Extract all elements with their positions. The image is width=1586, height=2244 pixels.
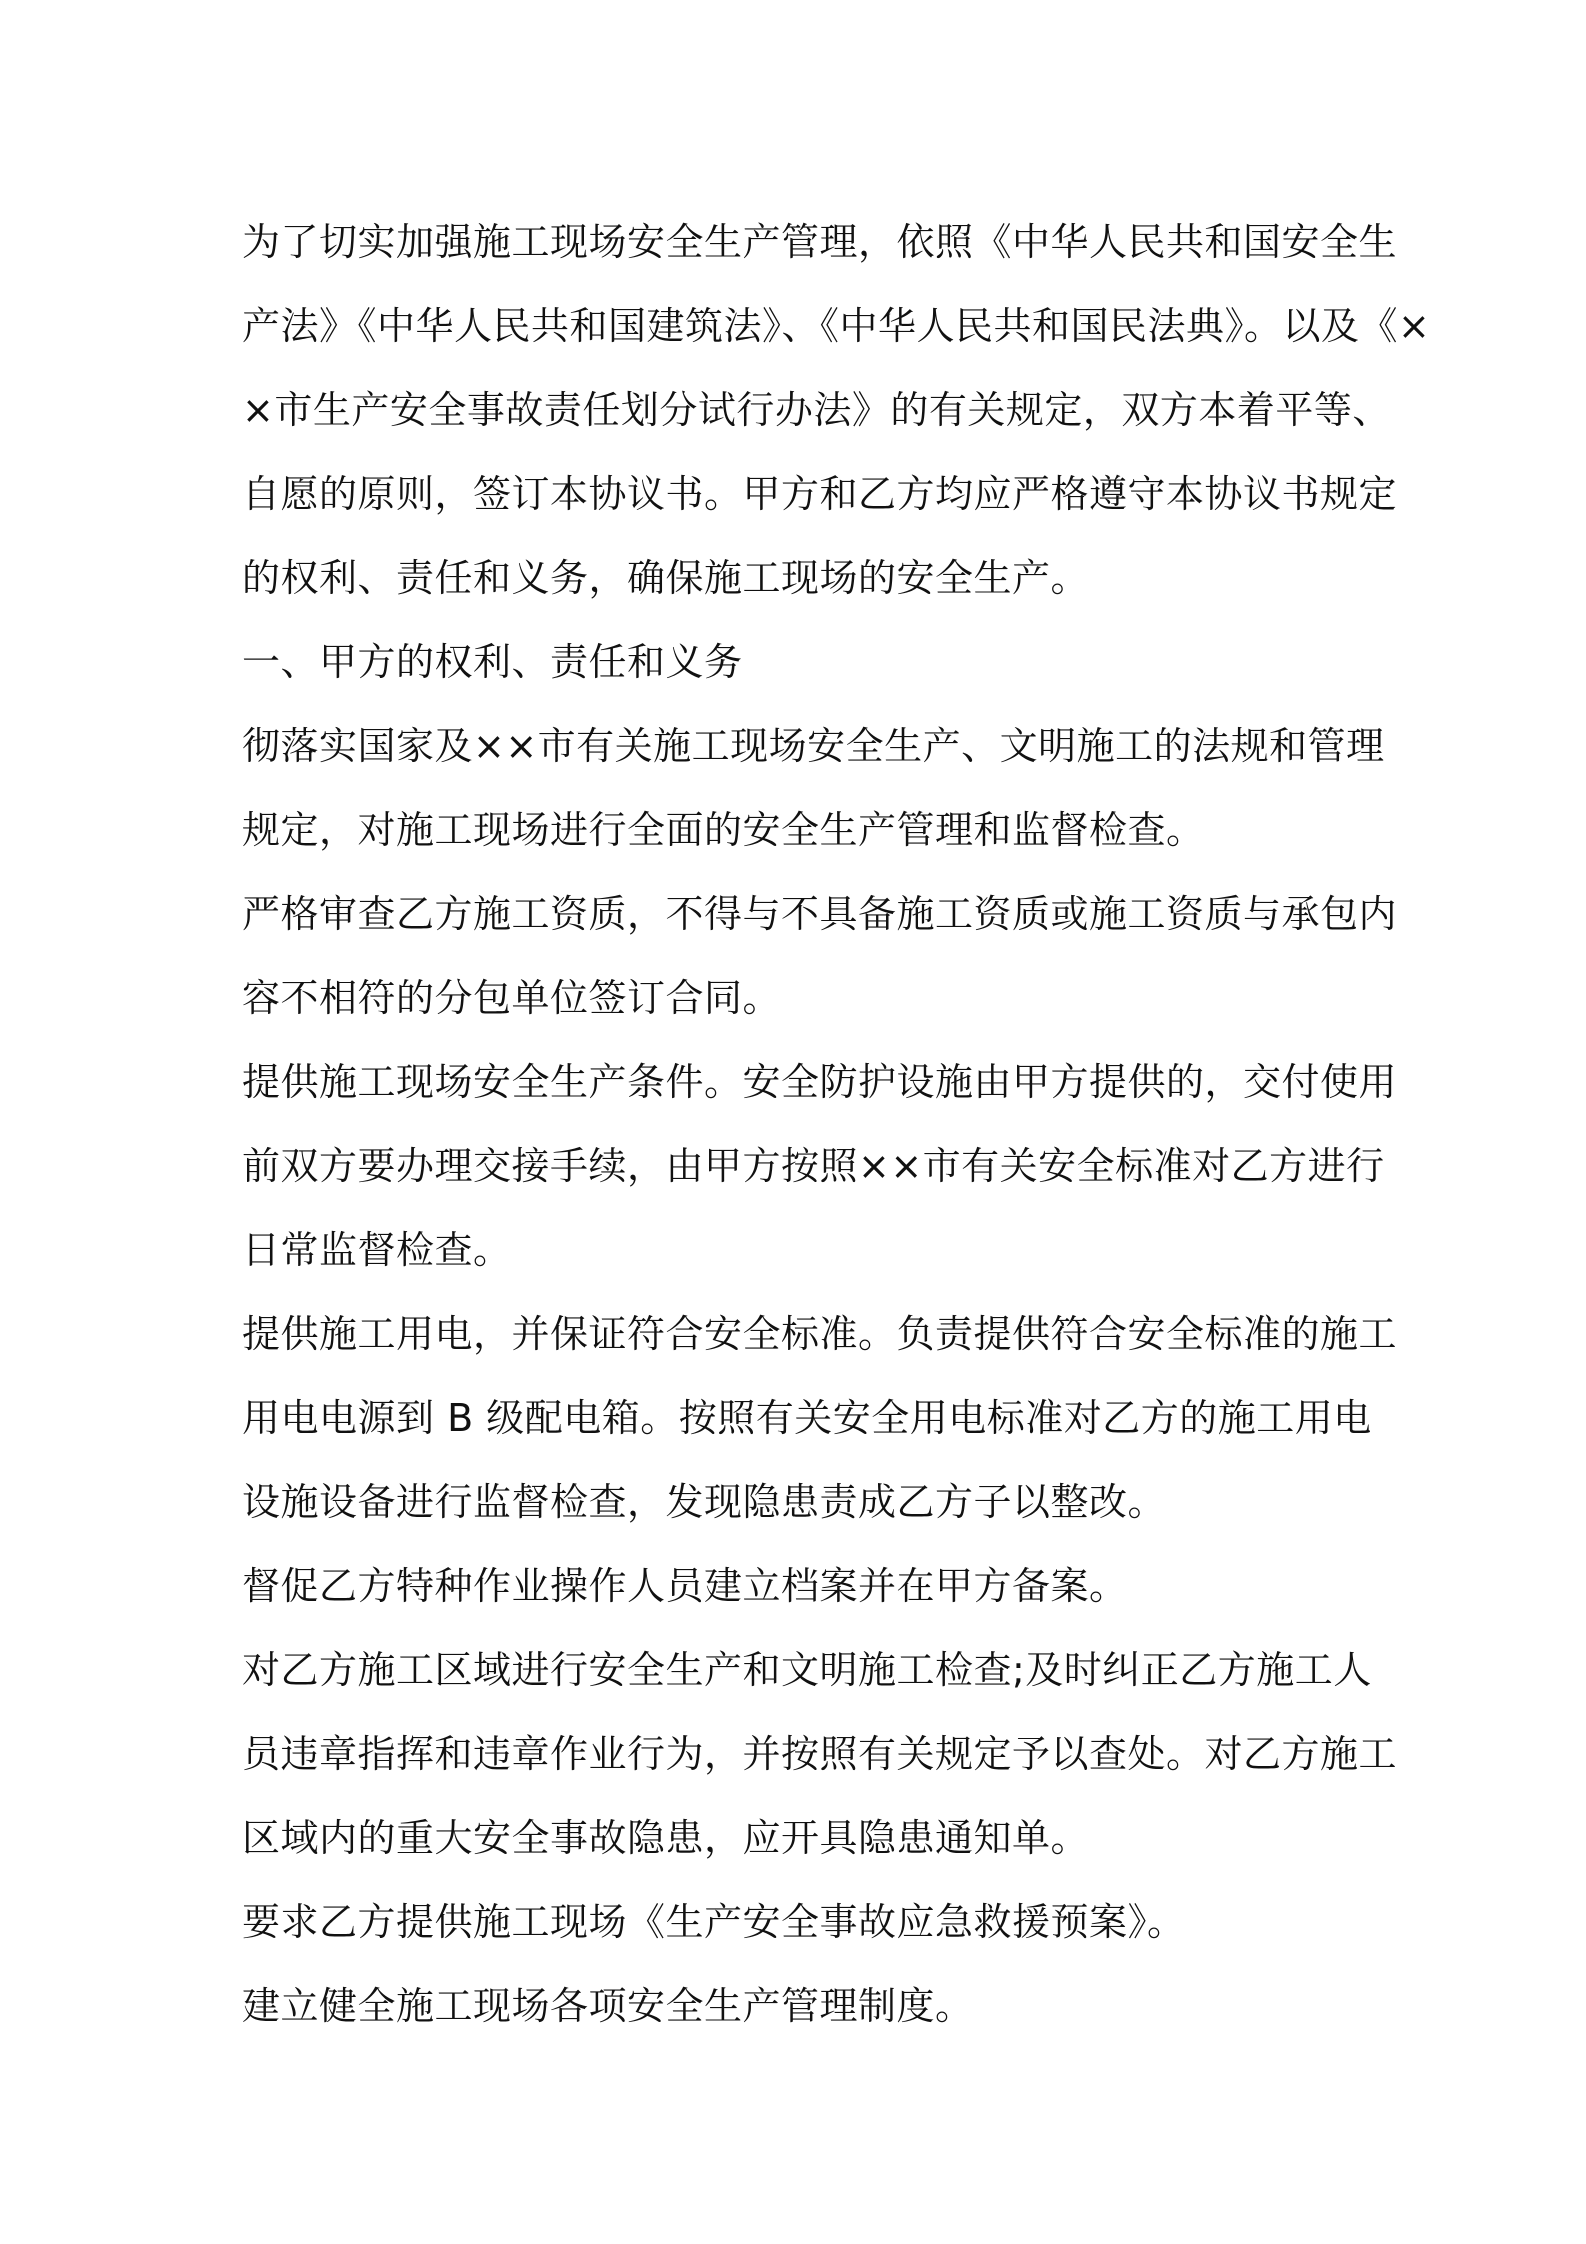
paragraph-item-7 <box>242 1880 1362 1964</box>
section-heading <box>242 620 1362 704</box>
text-line: 区域内的重大安全事故隐患，应开具隐患通知单。 <box>242 1816 1090 1860</box>
text-line: 严格审查乙方施工资质，不得与不具备施工资质或施工资质与承包内 <box>242 892 1398 936</box>
text-line: 规定，对施工现场进行全面的安全生产管理和监督检查。 <box>242 808 1205 852</box>
paragraph-intro <box>242 200 1431 620</box>
paragraph-item-1 <box>242 704 1385 872</box>
text-line: 设施设备进行监督检查，发现隐患责成乙方子以整改。 <box>242 1480 1167 1524</box>
text-line: 督促乙方特种作业操作人员建立档案并在甲方备案。 <box>242 1564 1128 1608</box>
text-line: 用电电源到 B 级配电箱。按照有关安全用电标准对乙方的施工用电 <box>242 1396 1372 1440</box>
text-line: 日常监督检查。 <box>242 1228 512 1272</box>
paragraph-item-4 <box>242 1292 1398 1544</box>
heading-line: 一、甲方的权利、责任和义务 <box>242 640 743 684</box>
text-line: 提供施工现场安全生产条件。安全防护设施由甲方提供的，交付使用 <box>242 1060 1398 1104</box>
text-line: 建立健全施工现场各项安全生产管理制度。 <box>242 1984 974 2028</box>
text-line: 要求乙方提供施工现场《生产安全事故应急救援预案》。 <box>242 1900 1186 1944</box>
text-line: 的权利、责任和义务，确保施工现场的安全生产。 <box>242 556 1090 600</box>
text-line: 为了切实加强施工现场安全生产管理，依照《中华人民共和国安全生 <box>242 220 1398 264</box>
paragraph-item-2 <box>242 872 1398 1040</box>
text-line: 自愿的原则，签订本协议书。甲方和乙方均应严格遵守本协议书规定 <box>242 472 1398 516</box>
text-line: 产法》《中华人民共和国建筑法》、《中华人民共和国民法典》。以及《× <box>242 304 1431 348</box>
paragraph-item-3 <box>242 1040 1398 1292</box>
paragraph-item-6 <box>242 1628 1398 1880</box>
text-line: 员违章指挥和违章作业行为，并按照有关规定予以查处。对乙方施工 <box>242 1732 1398 1776</box>
text-line: 提供施工用电，并保证符合安全标准。负责提供符合安全标准的施工 <box>242 1312 1398 1356</box>
text-line: 对乙方施工区域进行安全生产和文明施工检查;及时纠正乙方施工人 <box>242 1648 1372 1692</box>
text-line: ×市生产安全事故责任划分试行办法》的有关规定，双方本着平等、 <box>242 388 1391 432</box>
paragraph-item-8 <box>242 1964 1362 2048</box>
text-line: 彻落实国家及××市有关施工现场安全生产、文明施工的法规和管理 <box>242 724 1385 768</box>
text-line: 前双方要办理交接手续，由甲方按照××市有关安全标准对乙方进行 <box>242 1144 1385 1188</box>
text-line: 容不相符的分包单位签订合同。 <box>242 976 782 1020</box>
document-body <box>242 200 1431 2048</box>
paragraph-item-5 <box>242 1544 1362 1628</box>
